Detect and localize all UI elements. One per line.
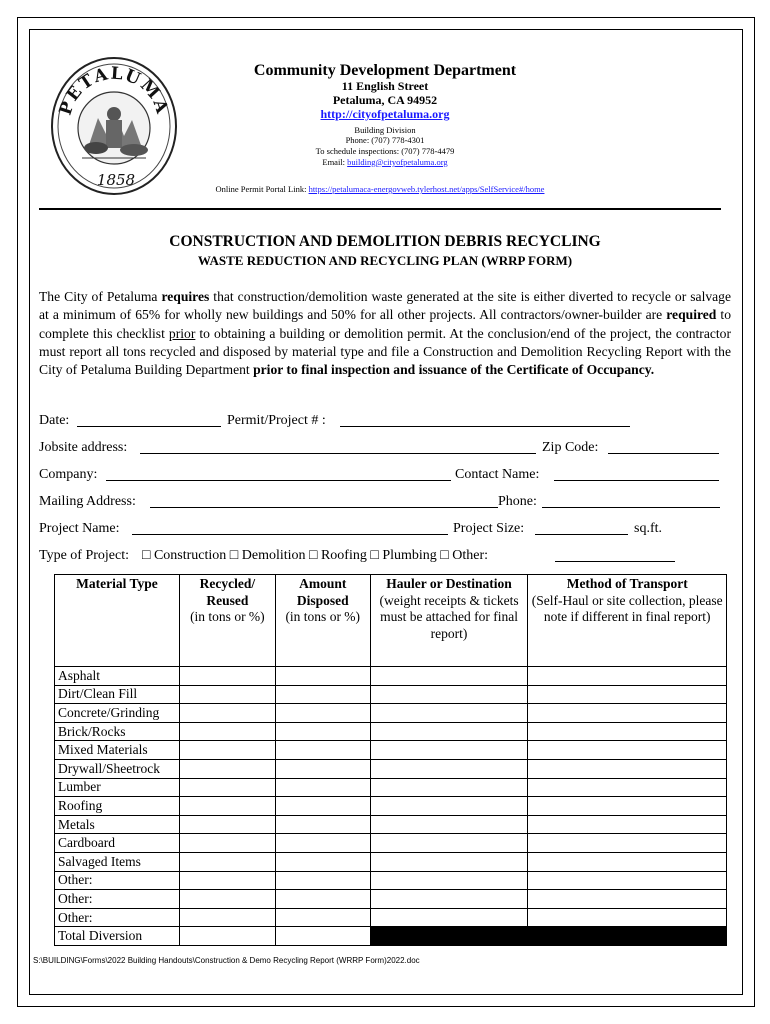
zip-field[interactable] [608, 440, 719, 454]
table-row [55, 797, 727, 816]
table-row [55, 704, 727, 723]
recycled-cell[interactable] [179, 834, 275, 853]
sqft-label: sq.ft. [634, 521, 662, 536]
recycled-cell[interactable] [179, 908, 275, 927]
company-row [39, 467, 739, 487]
jobsite-row [39, 440, 739, 460]
other-type-field[interactable] [555, 548, 675, 562]
email-label: Email: [322, 156, 348, 167]
table-row [55, 741, 727, 760]
portal-line [100, 184, 660, 194]
recycled-cell[interactable] [179, 667, 275, 686]
table-row [55, 871, 727, 890]
disposed-cell[interactable] [275, 815, 370, 834]
hauler-cell[interactable] [370, 797, 528, 816]
project-name-field[interactable] [132, 521, 448, 535]
hauler-cell[interactable] [370, 815, 528, 834]
phone-field[interactable] [542, 494, 720, 508]
disposed-cell[interactable] [275, 667, 370, 686]
table-row [55, 778, 727, 797]
recycled-cell[interactable] [179, 722, 275, 741]
form-title: CONSTRUCTION AND DEMOLITION DEBRIS RECYCLING [169, 233, 601, 250]
transport-cell[interactable] [528, 871, 727, 890]
website-link[interactable]: http://cityofpetaluma.org [320, 106, 450, 121]
date-permit-row [39, 413, 739, 433]
material-label: Drywall/Sheetrock [55, 759, 180, 778]
jobsite-field[interactable] [140, 440, 536, 454]
hauler-cell[interactable] [370, 908, 528, 927]
contact-field[interactable] [554, 467, 719, 481]
recycled-cell[interactable] [179, 741, 275, 760]
mailing-row [39, 494, 739, 514]
email-line [190, 157, 580, 168]
form-subtitle: WASTE REDUCTION AND RECYCLING PLAN (WRRP FORM) [197, 253, 573, 268]
hauler-cell[interactable] [370, 778, 528, 797]
contact-label: Contact Name: [455, 467, 540, 482]
disposed-cell[interactable] [275, 852, 370, 871]
total-label: Total Diversion [55, 927, 180, 946]
hauler-cell[interactable] [370, 890, 528, 909]
disposed-cell[interactable] [275, 890, 370, 909]
recycled-cell[interactable] [179, 815, 275, 834]
type-label: Type of Project: [39, 548, 129, 563]
hauler-cell[interactable] [370, 852, 528, 871]
disposed-cell[interactable] [275, 685, 370, 704]
city-state-zip: Petaluma, CA 94952 [332, 93, 438, 108]
recycled-cell[interactable] [179, 890, 275, 909]
hauler-cell[interactable] [370, 685, 528, 704]
transport-cell[interactable] [528, 722, 727, 741]
material-label: Roofing [55, 797, 180, 816]
col-recycled: Recycled/ Reused (in tons or %) [179, 575, 275, 667]
table-row [55, 834, 727, 853]
material-label: Dirt/Clean Fill [55, 685, 180, 704]
letterhead [190, 62, 580, 167]
header-divider [39, 208, 721, 210]
table-row [55, 685, 727, 704]
hauler-cell[interactable] [370, 704, 528, 723]
col-hauler: Hauler or Destination (weight receipts & tickets must be attached for final report) [370, 575, 528, 667]
division-name: Building Division [354, 124, 416, 135]
project-name-label: Project Name: [39, 521, 120, 536]
department-name: Community Development Department [253, 62, 517, 79]
disposed-cell[interactable] [275, 722, 370, 741]
recycled-cell[interactable] [179, 852, 275, 871]
date-field[interactable] [77, 413, 221, 427]
mailing-field[interactable] [150, 494, 498, 508]
total-hauler-cell [370, 927, 528, 946]
material-label: Salvaged Items [55, 852, 180, 871]
total-disposed-cell[interactable] [275, 927, 370, 946]
table-row [55, 815, 727, 834]
hauler-cell[interactable] [370, 834, 528, 853]
table-row [55, 908, 727, 927]
col-disposed: Amount Disposed (in tons or %) [275, 575, 370, 667]
material-label: Asphalt [55, 667, 180, 686]
hauler-cell[interactable] [370, 741, 528, 760]
company-field[interactable] [106, 467, 451, 481]
transport-cell[interactable] [528, 741, 727, 760]
recycled-cell[interactable] [179, 778, 275, 797]
table-row [55, 890, 727, 909]
seal-name: PETALUMA [55, 63, 173, 118]
transport-cell[interactable] [528, 685, 727, 704]
disposed-cell[interactable] [275, 908, 370, 927]
permit-field[interactable] [340, 413, 630, 427]
disposed-cell[interactable] [275, 834, 370, 853]
material-label: Mixed Materials [55, 741, 180, 760]
total-recycled-cell[interactable] [179, 927, 275, 946]
transport-cell[interactable] [528, 852, 727, 871]
material-label: Lumber [55, 778, 180, 797]
project-row [39, 521, 739, 541]
recycled-cell[interactable] [179, 871, 275, 890]
table-header-row [55, 575, 727, 667]
project-size-field[interactable] [535, 521, 628, 535]
disposed-cell[interactable] [275, 759, 370, 778]
hauler-cell[interactable] [370, 871, 528, 890]
total-transport-cell [528, 927, 727, 946]
mailing-label: Mailing Address: [39, 494, 136, 509]
seal-year: 1858 [96, 171, 136, 189]
email-link[interactable]: building@cityofpetaluma.org [347, 156, 448, 167]
material-label: Brick/Rocks [55, 722, 180, 741]
street-address: 11 English Street [341, 79, 429, 94]
material-label: Metals [55, 815, 180, 834]
jobsite-label: Jobsite address: [39, 440, 128, 455]
hauler-cell[interactable] [370, 759, 528, 778]
table-row [55, 759, 727, 778]
hauler-cell[interactable] [370, 722, 528, 741]
type-options[interactable]: □ Construction □ Demolition □ Roofing □ Plumbing □ Other: [142, 548, 488, 563]
recycled-cell[interactable] [179, 759, 275, 778]
material-label: Other: [55, 890, 180, 909]
portal-label: Online Permit Portal Link: [215, 184, 309, 194]
division-phone: Phone: (707) 778-4301 [345, 135, 425, 146]
transport-cell[interactable] [528, 815, 727, 834]
date-label: Date: [39, 413, 70, 428]
material-label: Other: [55, 871, 180, 890]
recycled-cell[interactable] [179, 797, 275, 816]
portal-link[interactable]: https://petalumaca-energovweb.tylerhost.net/apps/SelfService#/home [308, 184, 545, 194]
col-material-type: Material Type [55, 575, 180, 667]
materials-table [54, 574, 727, 946]
disposed-cell[interactable] [275, 778, 370, 797]
disposed-cell[interactable] [275, 704, 370, 723]
material-label: Concrete/Grinding [55, 704, 180, 723]
disposed-cell[interactable] [275, 741, 370, 760]
city-seal-logo [48, 48, 180, 198]
transport-cell[interactable] [528, 890, 727, 909]
material-label: Cardboard [55, 834, 180, 853]
col-transport: Method of Transport (Self-Haul or site collection, please note if different in final report) [528, 575, 727, 667]
phone-label: Phone: [498, 494, 537, 509]
transport-cell[interactable] [528, 778, 727, 797]
table-row [55, 722, 727, 741]
transport-cell[interactable] [528, 704, 727, 723]
material-label: Other: [55, 908, 180, 927]
company-label: Company: [39, 467, 98, 482]
inspection-phone: To schedule inspections: (707) 778-4479 [315, 146, 455, 157]
transport-cell[interactable] [528, 759, 727, 778]
project-size-label: Project Size: [453, 521, 525, 536]
hauler-cell[interactable] [370, 667, 528, 686]
zip-label: Zip Code: [542, 440, 599, 455]
recycled-cell[interactable] [179, 704, 275, 723]
file-path-footer: S:\BUILDING\Forms\2022 Building Handouts\Construction & Demo Recycling Report (WRRP Form)2022.doc [33, 956, 420, 965]
total-row [55, 927, 727, 946]
transport-cell[interactable] [528, 797, 727, 816]
disposed-cell[interactable] [275, 871, 370, 890]
transport-cell[interactable] [528, 908, 727, 927]
recycled-cell[interactable] [179, 685, 275, 704]
table-row [55, 667, 727, 686]
table-row [55, 852, 727, 871]
type-row [39, 548, 739, 568]
intro-paragraph: The City of Petaluma requires that construction/demolition waste generated at the site is either diverted to recycle or salvage at a minimum of 65% for wholly new buildings and 50% for all other projects. All contractors/owner-builder are required to complete this checklist prior to obtaining a building or demolition permit. At the conclusion/end of the project, the contractor must report all tons recycled and disposed by material type and file a Construction and Demolition Recycling Report with the City of Petaluma Building Department prior to final inspection and issuance of the Certificate of Occupancy. [39, 289, 732, 378]
permit-label: Permit/Project # : [227, 413, 326, 428]
disposed-cell[interactable] [275, 797, 370, 816]
table-body [55, 667, 727, 946]
transport-cell[interactable] [528, 834, 727, 853]
transport-cell[interactable] [528, 667, 727, 686]
